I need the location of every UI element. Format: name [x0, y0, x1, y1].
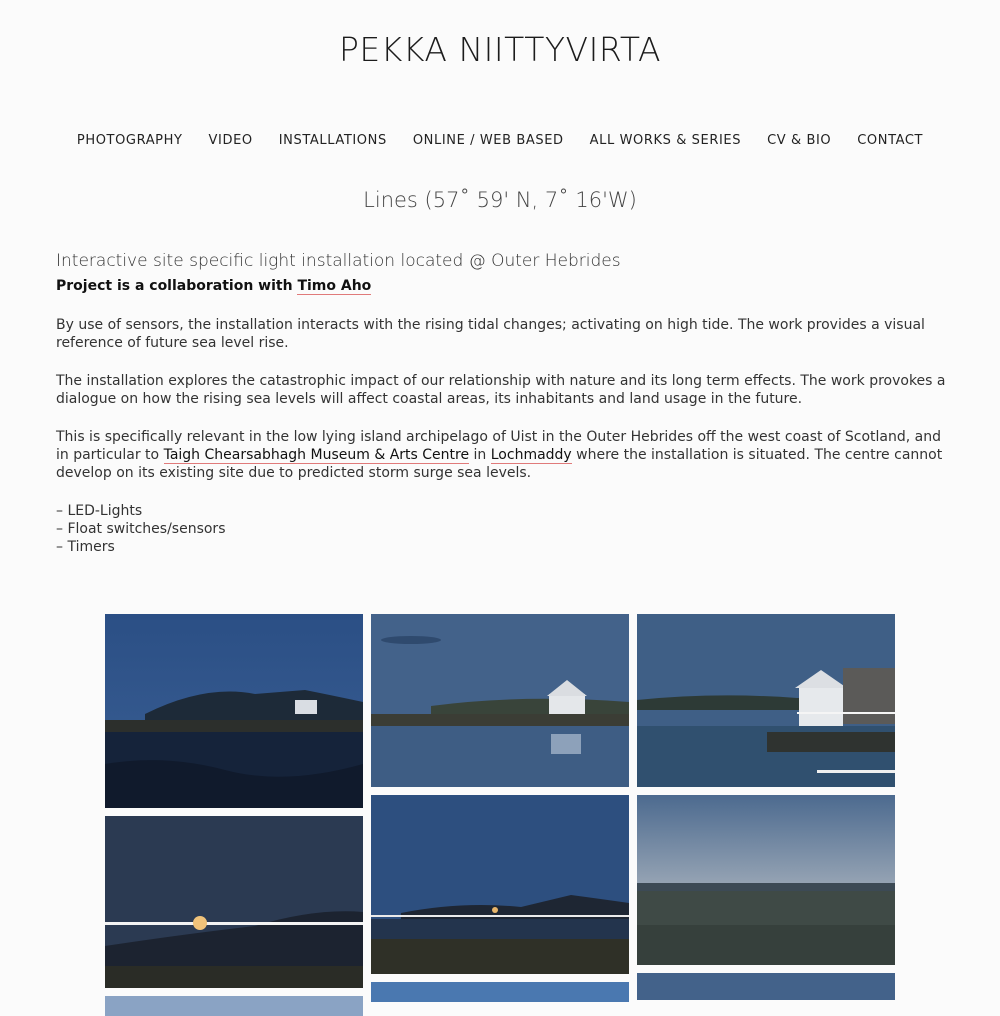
- collaboration-line: [56, 276, 946, 296]
- gallery-photo[interactable]: [637, 614, 895, 787]
- nav-cv-bio[interactable]: CV & BIO: [767, 133, 832, 148]
- nav-video[interactable]: VIDEO: [208, 133, 253, 148]
- materials-item: – LED-Lights: [56, 503, 143, 519]
- gallery-photo[interactable]: [637, 795, 895, 965]
- materials-list: [56, 502, 946, 556]
- gallery-photo[interactable]: [371, 795, 629, 974]
- location-text-b: in: [469, 447, 491, 463]
- museum-link[interactable]: Taigh Chearsabhagh Museum & Arts Centre: [163, 447, 470, 463]
- main-nav: [0, 133, 1000, 148]
- project-description: [56, 250, 946, 556]
- gallery-photo[interactable]: [105, 816, 363, 988]
- paragraph-impact: The installation explores the catastrophic impact of our relationship with nature and its long term effects. The work provokes a dialogue on how the rising sea levels will affect coastal areas, its inhabitants and land usage in the future.: [56, 373, 946, 407]
- nav-online-web-based[interactable]: ONLINE / WEB BASED: [412, 133, 564, 148]
- gallery-photo[interactable]: [105, 614, 363, 808]
- nav-installations[interactable]: INSTALLATIONS: [278, 133, 387, 148]
- gallery-photo[interactable]: [371, 982, 629, 1002]
- paragraph-sensors: By use of sensors, the installation interacts with the rising tidal changes; activating on high tide. The work provides a visual reference of future sea level rise.: [56, 317, 925, 351]
- nav-contact[interactable]: CONTACT: [857, 133, 924, 148]
- collaboration-label: Project is a collaboration with: [56, 278, 298, 294]
- materials-item: – Timers: [56, 539, 115, 555]
- collaborator-link[interactable]: Timo Aho: [297, 278, 372, 294]
- page-title: Lines (57˚ 59' N, 7˚ 16'W): [363, 188, 637, 212]
- nav-all-works-series[interactable]: ALL WORKS & SERIES: [589, 133, 742, 148]
- gallery-photo[interactable]: [105, 996, 363, 1016]
- materials-item: – Float switches/sensors: [56, 521, 226, 537]
- lochmaddy-link[interactable]: Lochmaddy: [490, 447, 572, 463]
- nav-photography[interactable]: PHOTOGRAPHY: [76, 133, 183, 148]
- gallery-photo[interactable]: [371, 614, 629, 787]
- site-title[interactable]: PEKKA NIITTYVIRTA: [338, 30, 662, 69]
- gallery-photo[interactable]: [637, 973, 895, 1000]
- location-text-a: This is specifically relevant in the low lying island archipelago of Uist in the Outer Hebrides off the west coast of Scotland, and in particular to: [56, 429, 941, 463]
- location-text-c: where the installation is situated. The centre cannot develop on its existing site due to predicted storm surge sea levels.: [56, 447, 943, 481]
- paragraph-location: [56, 428, 946, 482]
- project-subtitle: Interactive site specific light installation located @ Outer Hebrides: [56, 251, 621, 271]
